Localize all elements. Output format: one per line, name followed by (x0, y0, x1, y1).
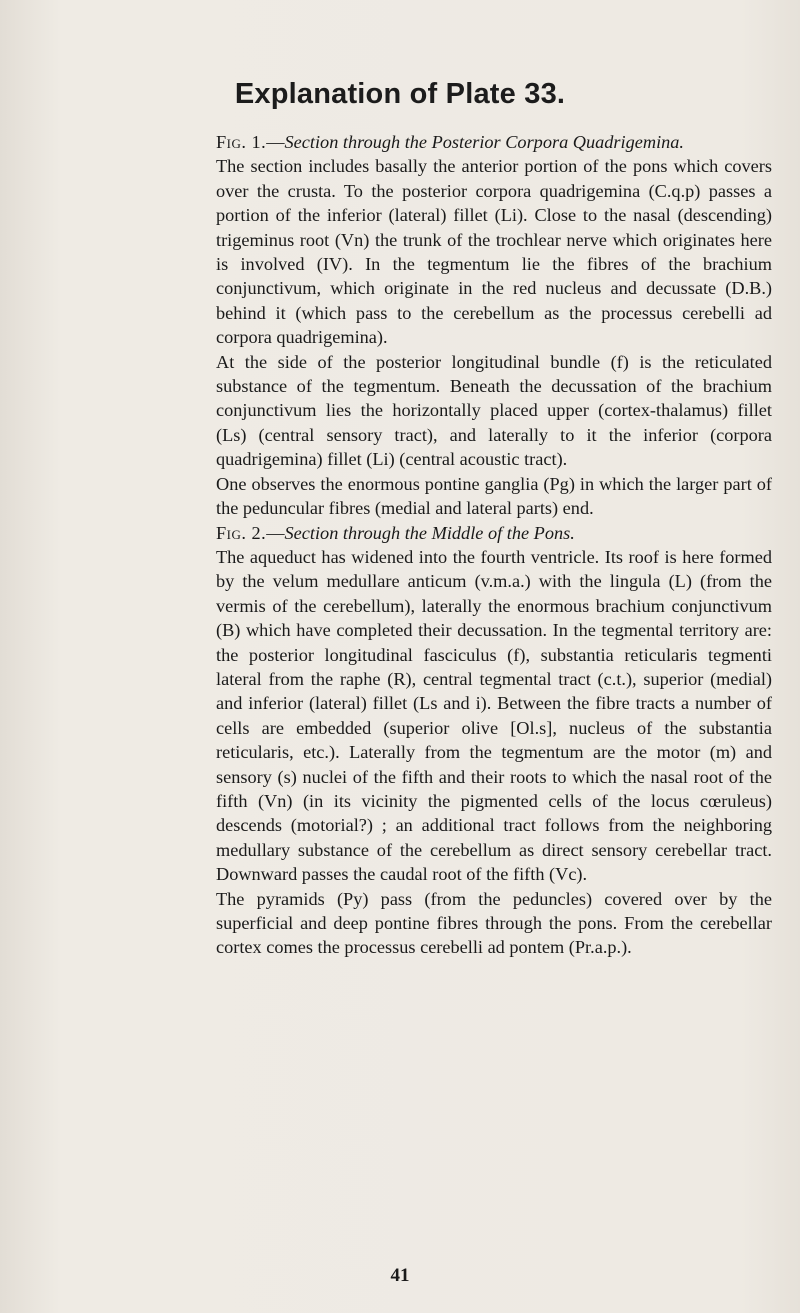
plate-explanation-text (216, 130, 772, 960)
fig1-heading: Section through the Posterior Corpora Quadrigemina. (284, 132, 684, 152)
fig2-paragraph-1: The aqueduct has widened into the fourth ventricle. Its roof is here formed by the velum medullare anticum (v.m.a.) with the lingula (L) (from the vermis of the cerebellum), laterally the enormous brachium conjunctivum (B) which have completed their decussation. In the tegmental territory are: the posterior longitudinal fasciculus (f), substantia reticularis tegmenti lateral from the raphe (R), central tegmental tract (c.t.), superior (medial) and inferior (lateral) fillet (Ls and i). Between the fibre tracts a number of cells are embedded (superior olive [Ol.s], nucleus of the substantia reticularis, etc.). Laterally from the tegmentum are the motor (m) and sensory (s) nuclei of the fifth and their roots to which the nasal root of the fifth (Vn) (in its vicinity the pigmented cells of the locus cœruleus) descends (motorial?) ; an additional tract follows from the neighboring medullary substance of the cerebellum as direct sensory cerebellar tract. Downward passes the caudal root of the fifth (Vc). (216, 546, 772, 885)
fig2-label: Fig. 2. (216, 522, 267, 543)
fig1-label: Fig. 1. (216, 132, 267, 152)
fig2-paragraph-2: The pyramids (Py) pass (from the peduncles) covered over by the superficial and deep pontine fibres through the pons. From the cerebellar cortex comes the processus cerebelli ad pontem (Pr.a.p.). (216, 888, 772, 958)
fig1-paragraph-3: One observes the enormous pontine ganglia (Pg) in which the larger part of the peduncular fibres (medial and lateral parts) end. (216, 473, 772, 519)
fig1-heading-line: Fig. 1.—Section through the Posterior Corpora Quadrigemina. (216, 132, 684, 152)
fig2-heading: Section through the Middle of the Pons. (284, 522, 575, 543)
page-number: 41 (390, 1265, 410, 1286)
fig2-heading-line: Fig. 2.—Section through the Middle of the Pons. (216, 522, 575, 543)
fig1-paragraph-1: The section includes basally the anterior portion of the pons which covers over the crusta. To the posterior corpora quadrigemina (C.q.p) passes a portion of the inferior (lateral) fillet (Li). Close to the nasal (descending) trigeminus root (Vn) the trunk of the trochlear nerve which originates here is involved (IV). In the tegmentum lie the fibres of the brachium conjunctivum, which originate in the red nucleus and decussate (D.B.) behind it (which pass to the cerebellum as the processus cerebelli ad corpora quadrigemina). (216, 156, 772, 348)
page-title: Explanation of Plate 33. (234, 78, 566, 110)
fig1-paragraph-2: At the side of the posterior longitudinal bundle (f) is the reticulated substance of the tegmentum. Beneath the decussation of the brachium conjunctivum lies the horizontally placed upper (cortex-thalamus) fillet (Ls) (central sensory tract), and laterally to it the inferior (corpora quadrigemina) fillet (Li) (central acoustic tract). (216, 351, 772, 470)
